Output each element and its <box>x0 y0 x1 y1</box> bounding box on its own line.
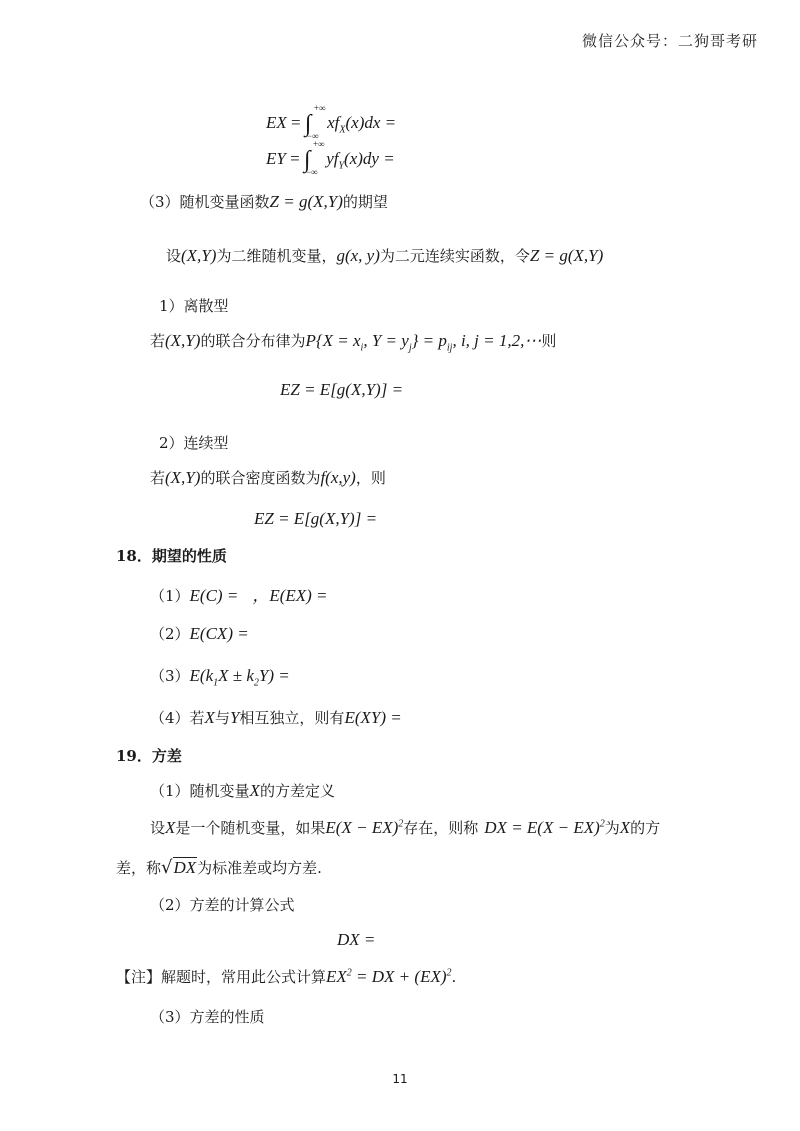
variance-formula-title: （2）方差的计算公式 <box>150 896 295 914</box>
variance-def-line-2: 差，称√DX为标准差或均方差. <box>116 857 322 878</box>
property-2: （2）E(CX) = <box>150 624 249 643</box>
ex-formula: EX = ∫ +∞ −∞ $xf_X(x)dx$ = <box>266 103 397 141</box>
discrete-line: 若(X,Y)的联合分布律为$P\{X = x_i$, $Y = y_j\} = p_{ij}$, i, j = 1,2,⋯则 <box>150 331 557 354</box>
variance-def-line: 设X是一个随机变量，如果E(X − EX)$^2$存在，则称 DX = E(X − EX)$^2$为X的方 <box>150 818 661 837</box>
heading-19: 19．方差 <box>116 747 182 765</box>
note-line: 【注】解题时，常用此公式计算$EX^2$ = DX + (EX)$^2$. <box>116 967 457 986</box>
variance-properties-title: （3）方差的性质 <box>150 1008 265 1026</box>
ez-continuous-formula: EZ = E[g(X,Y)] = <box>254 509 378 528</box>
page-number: 11 <box>392 1072 408 1086</box>
property-3: $(3)E(k_1X \pm k_2Y)$ = <box>150 666 290 689</box>
dx-formula: DX = <box>337 930 376 949</box>
wechat-header: 微信公众号：二狗哥考研 <box>581 32 758 50</box>
continuous-title: 2）连续型 <box>159 434 229 452</box>
continuous-line: 若(X,Y)的联合密度函数为f(x,y)，则 <box>150 468 386 487</box>
ey-formula: EY = ∫ +∞ −∞ $yf_Y(x)dy$ = <box>266 139 395 177</box>
property-4: （4）若X与Y相互独立，则有E(XY) = <box>150 708 402 727</box>
property-1: （1）E(C) = ，E(EX) = <box>150 586 328 605</box>
integral-symbol: ∫ +∞ −∞ <box>304 103 326 141</box>
variance-def-title: （1）随机变量X的方差定义 <box>150 781 335 800</box>
section-3-title: （3）随机变量函数Z = g(X,Y)的期望 <box>140 192 388 211</box>
setup-line: 设(X,Y)为二维随机变量，g(x, y)为二元连续实函数，令Z = g(X,Y) <box>166 246 604 265</box>
integral-symbol: ∫ +∞ −∞ <box>303 139 325 177</box>
heading-18: 18．期望的性质 <box>116 547 227 565</box>
ez-discrete-formula: EZ = E[g(X,Y)] = <box>280 380 404 399</box>
discrete-title: 1）离散型 <box>159 297 229 315</box>
